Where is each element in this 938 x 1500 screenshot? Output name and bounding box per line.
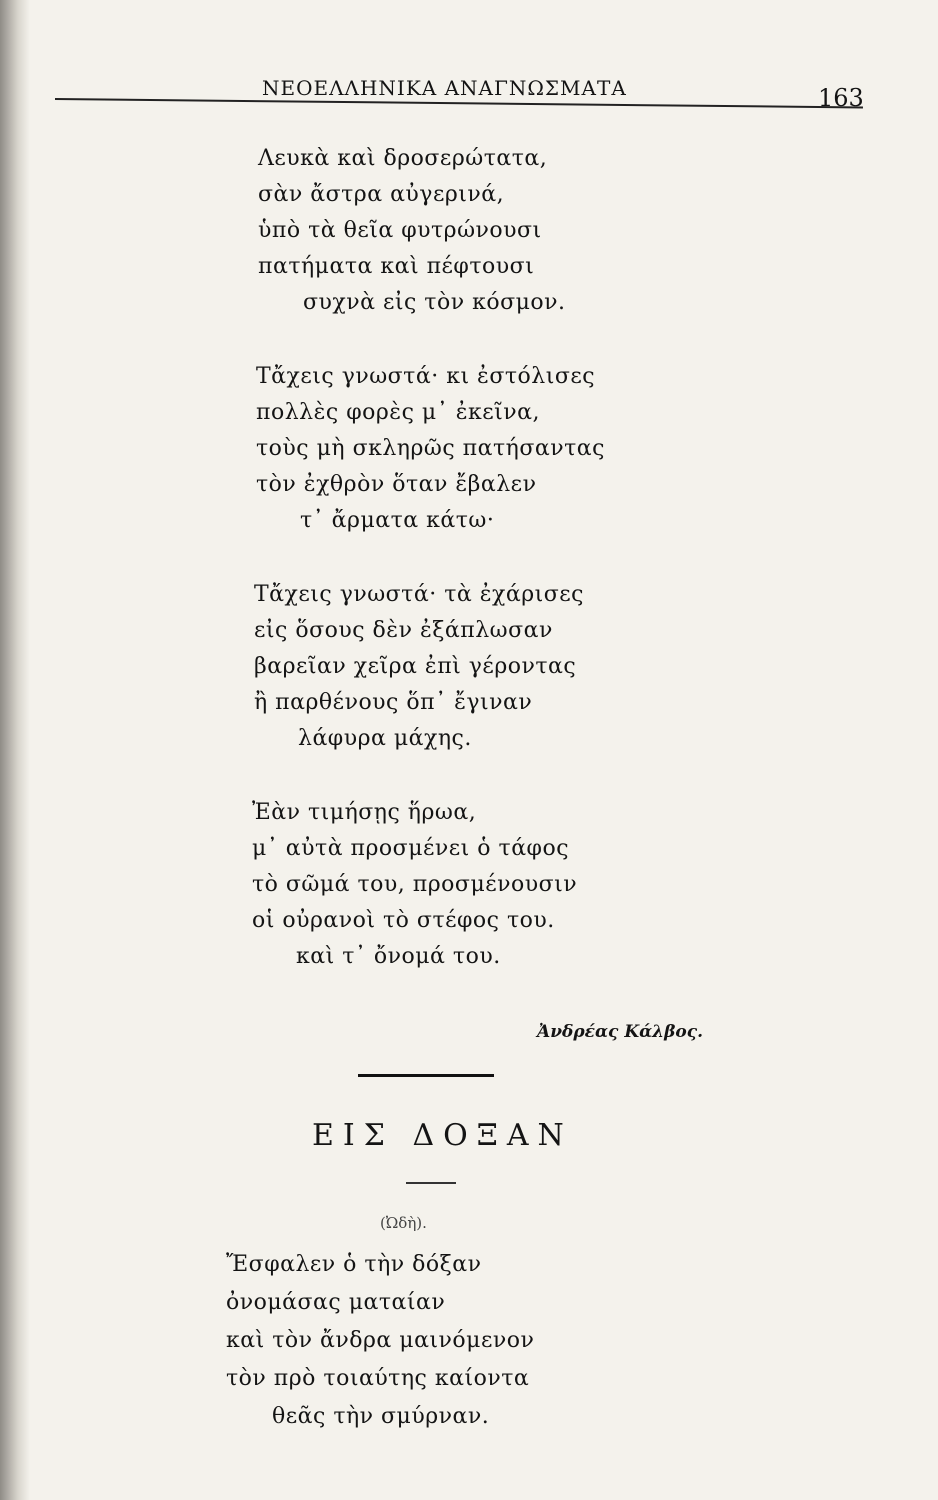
- page-edge-shadow: [0, 0, 30, 1500]
- running-header: ΝΕΟΕΛΛΗΝΙΚΑ ΑΝΑΓΝΩΣΜΑΤΑ: [262, 76, 627, 100]
- poem-line: ἢ παρθένους ὅπ᾽ ἔγιναν: [254, 690, 533, 715]
- section-title: ΕΙΣ ΔΟΞΑΝ: [312, 1118, 573, 1153]
- ode-line: καὶ τὸν ἄνδρα μαινόμενον: [226, 1328, 535, 1353]
- poem-line: πατήματα καὶ πέφτουσι: [258, 254, 535, 279]
- poem-line: λάφυρα μάχης.: [298, 726, 472, 751]
- poem-line: εἰς ὅσους δὲν ἐξάπλωσαν: [254, 618, 553, 643]
- poem-line: πολλὲς φορὲς μ᾽ ἐκεῖνα,: [256, 400, 541, 425]
- poem-line: τὸν ἐχθρὸν ὅταν ἔβαλεν: [256, 472, 537, 497]
- poem-line: συχνὰ εἰς τὸν κόσμον.: [303, 290, 566, 315]
- poem-line: Λευκὰ καὶ δροσερώτατα,: [258, 146, 548, 171]
- poem-line: Ἐὰν τιμήσῃς ἥρωα,: [252, 800, 477, 825]
- ode-line: θεᾶς τὴν σμύρναν.: [272, 1404, 490, 1429]
- author-signature: Ἀνδρέας Κάλβος.: [537, 1022, 703, 1042]
- section-divider: [358, 1074, 494, 1077]
- ode-line: Ἔσφαλεν ὁ τὴν δόξαν: [226, 1252, 482, 1277]
- ode-line: ὀνομάσας ματαίαν: [226, 1290, 446, 1315]
- poem-line: οἱ οὐρανοὶ τὸ στέφος του.: [252, 908, 555, 933]
- poem-line: ὑπὸ τὰ θεῖα φυτρώνουσι: [258, 218, 542, 243]
- title-rule: [406, 1182, 456, 1184]
- poem-line: μ᾽ αὐτὰ προσμένει ὁ τάφος: [252, 836, 570, 861]
- poem-line: σὰν ἄστρα αὐγερινά,: [258, 182, 505, 207]
- ode-line: τὸν πρὸ τοιαύτης καίοντα: [226, 1366, 530, 1391]
- poem-line: βαρεῖαν χεῖρα ἐπὶ γέροντας: [254, 654, 577, 679]
- poem-line: τὸ σῶμά του, προσμένουσιν: [252, 872, 578, 897]
- poem-line: καὶ τ᾽ ὄνομά του.: [296, 944, 501, 969]
- poem-line: τοὺς μὴ σκληρῶς πατήσαντας: [256, 436, 605, 461]
- poem-line: τ᾽ ἄρματα κάτω·: [300, 508, 495, 533]
- page-number: 163: [818, 84, 864, 112]
- section-subtitle: (Ὠδὴ).: [380, 1214, 427, 1232]
- poem-line: Τἄχεις γνωστά· τὰ ἐχάρισες: [254, 582, 585, 607]
- poem-line: Τἄχεις γνωστά· κι ἐστόλισες: [256, 364, 596, 389]
